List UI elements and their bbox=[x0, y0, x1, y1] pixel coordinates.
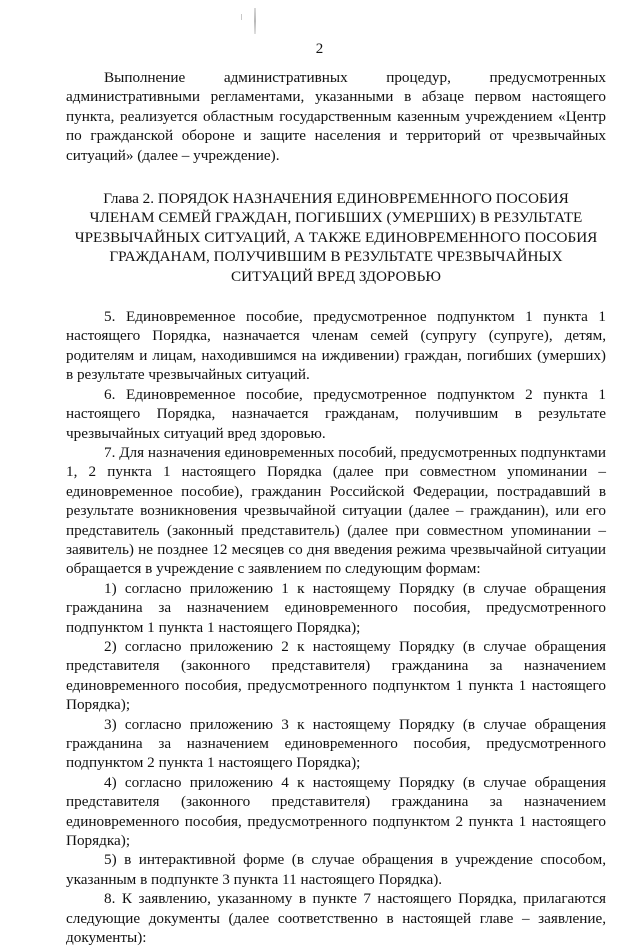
list-item-2: 2) согласно приложению 2 к настоящему Порядку (в случае обращения представителя (законного представителя) гражданина за назначением единовременного пособия, предусмотренного подпунктом 1 пункта 1 настоящего Порядка); bbox=[66, 637, 606, 714]
paragraph-5: 5. Единовременное пособие, предусмотренное подпунктом 1 пункта 1 настоящего Порядка, назначается членам семей (супругу (супруге), детям, родителям и лицам, находившимся на иждивении) граждан, погибших (умерших) в результате чрезвычайных ситуаций. bbox=[66, 308, 606, 384]
list-item-4: 4) согласно приложению 4 к настоящему Порядку (в случае обращения представителя (законного представителя) гражданина за назначением единовременного пособия, предусмотренного подпунктом 2 пункта 1 настоящего Порядка); bbox=[66, 773, 606, 850]
paragraph-7: 7. Для назначения единовременных пособий, предусмотренных подпунктами 1, 2 пункта 1 настоящего Порядка (далее при совместном упоминании – единовременное пособие), гражданин Российской Федерации, пострадавший в результате возникновения чрезвычайной ситуации (далее – гражданин), или его представитель (законный представитель) (далее при совместном упоминании – заявитель) не позднее 12 месяцев со дня введения режима чрезвычайной ситуации обращается в учреждение с заявлением по следующим формам: bbox=[66, 443, 606, 578]
list-item-3: 3) согласно приложению 3 к настоящему Порядку (в случае обращения гражданина за назначением единовременного пособия, предусмотренного подпунктом 2 пункта 1 настоящего Порядка); bbox=[66, 715, 606, 772]
scan-artifact bbox=[254, 8, 256, 34]
chapter-title-line: ГРАЖДАНАМ, ПОЛУЧИВШИМ В РЕЗУЛЬТАТЕ ЧРЕЗВЫЧАЙНЫХ bbox=[109, 248, 563, 266]
chapter-title-line: СИТУАЦИЙ ВРЕД ЗДОРОВЬЮ bbox=[231, 267, 441, 285]
chapter-title-line: ЧЛЕНАМ СЕМЕЙ ГРАЖДАН, ПОГИБШИХ (УМЕРШИХ) В РЕЗУЛЬТАТЕ bbox=[89, 209, 583, 227]
chapter-title bbox=[66, 189, 606, 286]
paragraph-8: 8. К заявлению, указанному в пункте 7 настоящего Порядка, прилагаются следующие документы (далее соответственно в настоящей главе – заявление, документы): bbox=[66, 890, 606, 947]
page-number: 2 bbox=[315, 41, 324, 57]
document-body bbox=[66, 68, 606, 947]
list-item-1: 1) согласно приложению 1 к настоящему Порядку (в случае обращения гражданина за назначением единовременного пособия, предусмотренного подпунктом 1 пункта 1 настоящего Порядка); bbox=[66, 579, 606, 636]
paragraph-6: 6. Единовременное пособие, предусмотренное подпунктом 2 пункта 1 настоящего Порядка, назначается гражданам, получившим в результате чрезвычайных ситуаций вред здоровью. bbox=[66, 385, 606, 442]
intro-paragraph: Выполнение административных процедур, предусмотренных административными регламентами, указанными в абзаце первом настоящего пункта, реализуется областным государственным казенным учреждением «Центр по гражданской обороне и защите населения и территорий от чрезвычайных ситуаций» (далее – учреждение). bbox=[66, 69, 606, 164]
chapter-title-line: ЧРЕЗВЫЧАЙНЫХ СИТУАЦИЙ, А ТАКЖЕ ЕДИНОВРЕМЕННОГО ПОСОБИЯ bbox=[74, 228, 598, 246]
scan-artifact-small bbox=[241, 14, 242, 20]
list-item-5: 5) в интерактивной форме (в случае обращения в учреждение способом, указанным в подпункте 3 пункта 11 настоящего Порядка). bbox=[66, 851, 606, 888]
chapter-title-line: Глава 2. ПОРЯДОК НАЗНАЧЕНИЯ ЕДИНОВРЕМЕННОГО ПОСОБИЯ bbox=[103, 190, 569, 208]
